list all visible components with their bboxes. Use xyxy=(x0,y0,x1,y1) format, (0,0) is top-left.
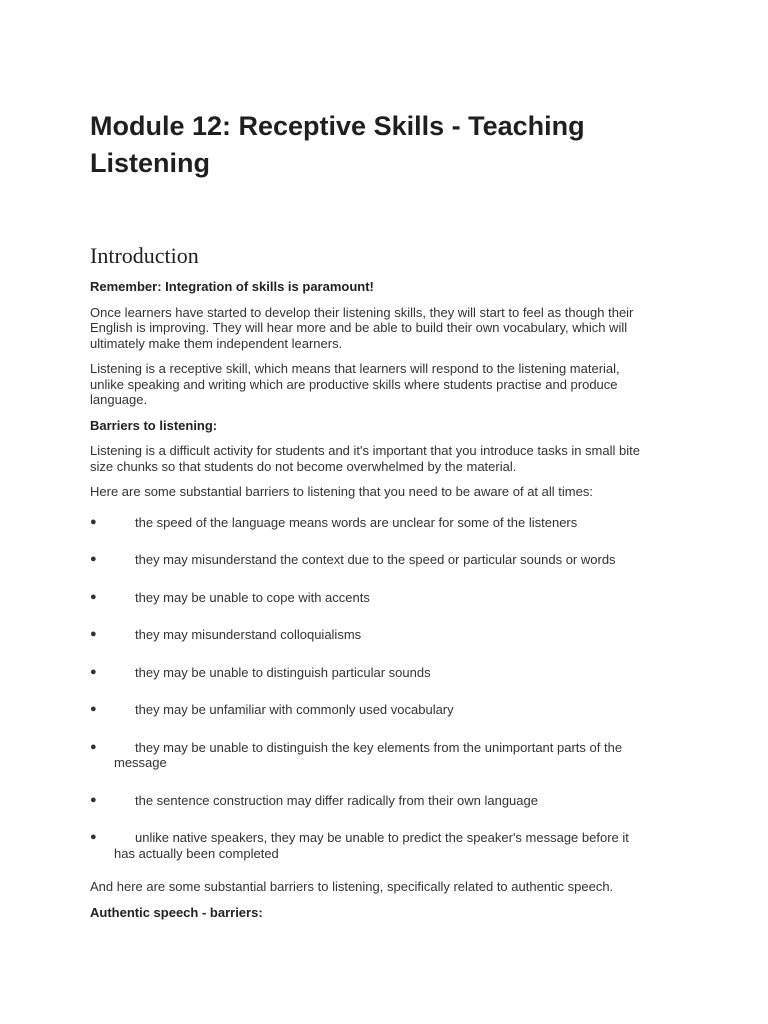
authentic-speech-heading: Authentic speech - barriers: xyxy=(90,904,263,920)
barrier-text: they may misunderstand colloquialisms xyxy=(135,627,362,642)
barrier-list-item xyxy=(90,702,650,718)
bullet-icon: ● xyxy=(90,590,97,603)
barrier-list-item xyxy=(90,793,650,809)
barrier-text: the sentence construction may differ radically from their own language xyxy=(135,792,538,808)
module-title: Module 12: Receptive Skills - Teaching Listening xyxy=(90,111,585,178)
bullet-icon: ● xyxy=(90,628,97,640)
bullet-icon: ● xyxy=(90,793,97,806)
barrier-list-item xyxy=(90,515,650,531)
section-heading-introduction: Introduction xyxy=(90,243,199,268)
bullet-icon: ● xyxy=(90,740,97,753)
barrier-list-item xyxy=(90,590,650,606)
paragraph-learners-progress: Once learners have started to develop their listening skills, they will start to feel as though their English is improving. They will hear more and be able to build their own vocabulary, which will ultimately make them independent learners. xyxy=(90,304,634,351)
paragraph-difficult-activity: Listening is a difficult activity for students and it's important that you introduce tasks in small bite size chunks so that students do not become overwhelmed by the material. xyxy=(90,443,640,474)
barrier-list-item xyxy=(90,552,650,568)
barrier-text: they may be unable to cope with accents xyxy=(135,589,370,605)
barriers-list xyxy=(90,515,650,862)
paragraph-receptive-skill: Listening is a receptive skill, which means that learners will respond to the listening material, unlike speaking and writing which are productive skills where students practise and produce language. xyxy=(90,361,620,407)
bullet-icon: ● xyxy=(90,665,97,678)
paragraph-authentic-intro: And here are some substantial barriers to listening, specifically related to authentic speech. xyxy=(90,879,614,894)
barrier-list-item xyxy=(90,627,650,643)
paragraph-barriers-intro: Here are some substantial barriers to listening that you need to be aware of at all times: xyxy=(90,484,593,499)
barrier-list-item xyxy=(90,830,650,861)
barrier-text: they may be unable to distinguish particular sounds xyxy=(135,664,431,680)
barriers-heading: Barriers to listening: xyxy=(90,417,218,433)
document-body xyxy=(90,279,650,930)
barrier-list-item xyxy=(90,740,650,771)
barrier-text: they may be unable to distinguish the key elements from the unimportant parts of the message xyxy=(114,739,623,770)
barrier-text: the speed of the language means words are unclear for some of the listeners xyxy=(135,514,578,530)
barrier-text: they may be unfamiliar with commonly used vocabulary xyxy=(135,702,454,717)
barrier-list-item xyxy=(90,665,650,681)
barrier-text: they may misunderstand the context due to the speed or particular sounds or words xyxy=(135,552,616,567)
bullet-icon: ● xyxy=(90,831,97,843)
remember-note: Remember: Integration of skills is paramount! xyxy=(90,279,374,294)
bullet-icon: ● xyxy=(90,515,97,528)
barrier-text: unlike native speakers, they may be unable to predict the speaker's message before it has actually been completed xyxy=(114,830,629,861)
bullet-icon: ● xyxy=(90,703,97,715)
bullet-icon: ● xyxy=(90,553,97,565)
